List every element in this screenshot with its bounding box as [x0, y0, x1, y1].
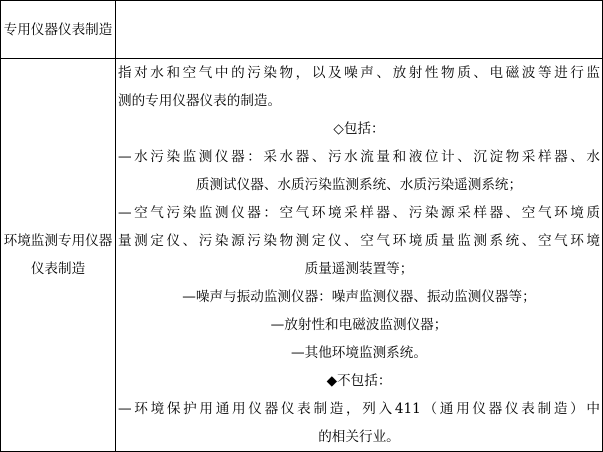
- description-line: —空气污染监测仪器：空气环境采样器、污染源采样器、空气环境质: [118, 205, 600, 221]
- description-line: —放射性和电磁波监测仪器；: [270, 317, 448, 333]
- description-line: —环境保护用通用仪器仪表制造，列入411（通用仪器仪表制造）中: [118, 401, 600, 417]
- table-row-environmental: [1, 59, 603, 452]
- description-line: 测的专用仪器仪表的制造。: [118, 93, 282, 109]
- description-line: 质量遥测装置等；: [304, 261, 414, 277]
- excludes-heading: ◆不包括：: [326, 373, 392, 389]
- description-line: —水污染监测仪器：采水器、污水流量和液位计、沉淀物采样器、水: [118, 149, 600, 165]
- category-cell-special-instruments: 专用仪器仪表制造: [1, 1, 116, 59]
- description-line: 质测试仪器、水质污染监测系统、水质污染遥测系统；: [195, 177, 523, 193]
- description-cell-environmental: [116, 59, 603, 452]
- description-line: 的相关行业。: [318, 429, 400, 445]
- description-line: 指对水和空气中的污染物，以及噪声、放射性物质、电磁波等进行监: [118, 65, 600, 81]
- description-line: 量测定仪、污染源污染物测定仪、空气环境质量监测系统、空气环境: [118, 233, 600, 249]
- table-row-header: [1, 1, 603, 59]
- description-line: —其他环境监测系统。: [291, 345, 427, 361]
- includes-heading: ◇包括：: [333, 121, 385, 137]
- description-line: —噪声与振动监测仪器：噪声监测仪器、振动监测仪器等；: [182, 289, 536, 305]
- description-cell-empty: [116, 1, 603, 59]
- category-cell-environmental-monitoring: 环境监测专用仪器仪表制造: [1, 59, 116, 452]
